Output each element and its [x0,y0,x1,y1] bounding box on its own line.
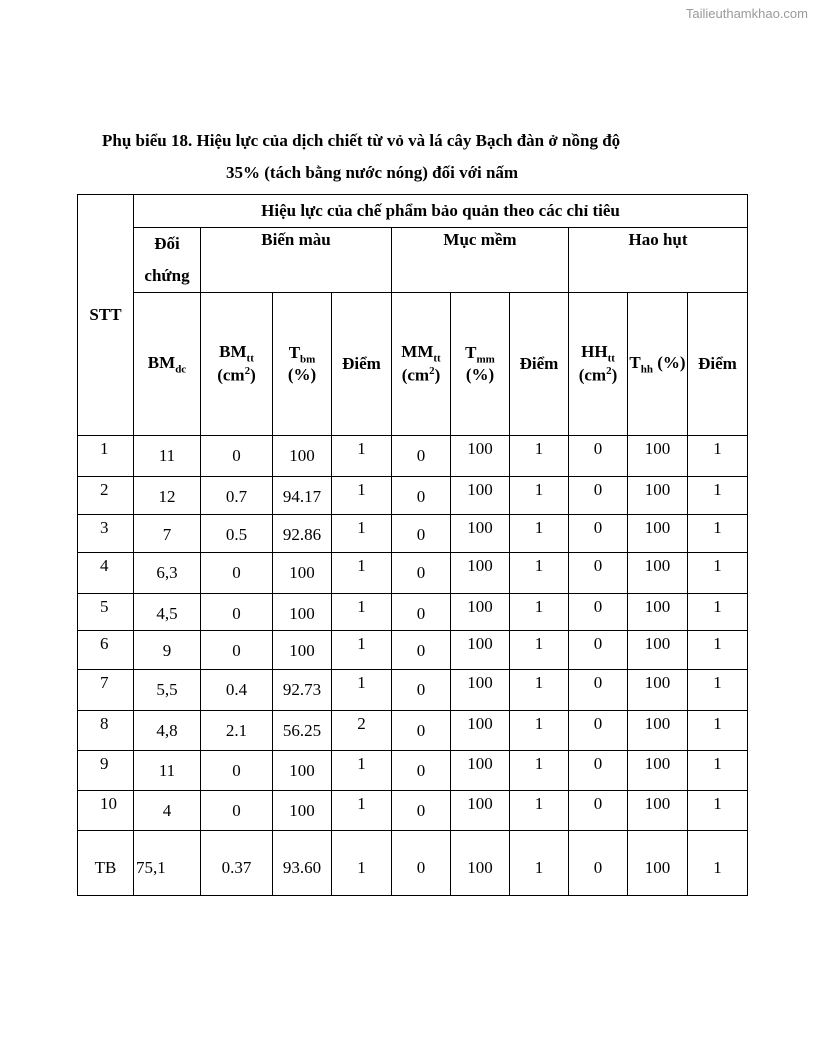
table-cell: 1 [688,670,748,711]
table-cell: 100 [451,711,510,751]
table-row [78,711,748,751]
table-cell: 0 [392,594,451,631]
table-cell: 100 [451,631,510,670]
table-cell: 0 [201,436,273,477]
table-cell: 0 [569,751,628,791]
table-cell: 100 [628,670,688,711]
table-cell: 1 [332,436,392,477]
table-cell: 1 [688,477,748,515]
table-cell: 0.4 [201,670,273,711]
table-cell: 1 [332,515,392,553]
header-diem-bm: Điểm [332,293,392,436]
table-cell: 0 [392,477,451,515]
table-cell: 92.73 [273,670,332,711]
table-row [78,670,748,711]
table-cell: 2.1 [201,711,273,751]
table-row [78,436,748,477]
table-cell: 12 [134,477,201,515]
table-cell: 100 [628,751,688,791]
table-cell: 4 [134,791,201,831]
table-cell: 1 [688,515,748,553]
average-label: TB [78,831,134,896]
row-number: 6 [78,631,134,670]
table-cell: 1 [510,436,569,477]
table-cell: 1 [332,477,392,515]
table-cell: 1 [688,631,748,670]
table-cell: 1 [688,791,748,831]
table-cell: 9 [134,631,201,670]
header-t-hh: $T_{hh}$ (%) [628,293,688,436]
table-row-average [78,831,748,896]
table-cell: 0.5 [201,515,273,553]
average-cell: 100 [628,831,688,896]
table-cell: 56.25 [273,711,332,751]
row-number: 4 [78,553,134,594]
table-cell: 0 [569,477,628,515]
header-hao-hut: Hao hụt [569,228,748,293]
table-cell: 100 [628,553,688,594]
row-number: 8 [78,711,134,751]
table-cell: 100 [273,594,332,631]
table-cell: 100 [451,751,510,791]
table-row [78,477,748,515]
header-bm-tt: $BM_{tt}$ $(cm^2)$ [201,293,273,436]
header-doi-chung: Đối chứng [134,228,201,293]
page-title: Phụ biểu 18. Hiệu lực của dịch chiết từ vỏ và lá cây Bạch đàn ở nồng độ [102,131,621,150]
average-cell: 0 [569,831,628,896]
header-t-mm: $T_{mm}$ (%) [451,293,510,436]
table-cell: 11 [134,436,201,477]
table-cell: 1 [688,553,748,594]
table-cell: 1 [510,670,569,711]
table-cell: 100 [628,477,688,515]
average-cell: 1 [510,831,569,896]
table-cell: 100 [628,515,688,553]
table-cell: 1 [510,791,569,831]
table-cell: 2 [332,711,392,751]
table-cell: 1 [332,631,392,670]
table-cell: 0 [569,631,628,670]
header-group: Hiệu lực của chế phẩm bảo quản theo các chỉ tiêu [134,195,748,228]
header-bm-dc: $BM_{dc}$ [134,293,201,436]
table-cell: 0 [569,553,628,594]
average-cell: 1 [688,831,748,896]
table-cell: 100 [451,553,510,594]
table-cell: 0 [392,670,451,711]
page-subtitle: 35% (tách bằng nước nóng) đối với nấm [226,163,519,182]
table-cell: 1 [688,594,748,631]
table-cell: 1 [510,711,569,751]
table-cell: 1 [510,477,569,515]
table-cell: 0 [392,791,451,831]
table-cell: 7 [134,515,201,553]
table-cell: 100 [273,631,332,670]
table-cell: 5,5 [134,670,201,711]
header-diem-mm: Điểm [510,293,569,436]
header-t-bm: $T_{bm}$ (%) [273,293,332,436]
table-cell: 1 [510,631,569,670]
table-row [78,751,748,791]
header-stt: STT [78,195,134,436]
table-cell: 100 [451,670,510,711]
table-cell: 1 [332,751,392,791]
table-cell: 100 [273,553,332,594]
table-cell: 0 [201,751,273,791]
row-number: 9 [78,751,134,791]
table-cell: 0 [392,631,451,670]
table-cell: 1 [510,594,569,631]
header-muc-mem: Mục mềm [392,228,569,293]
table-cell: 100 [451,477,510,515]
table-row [78,515,748,553]
table-cell: 100 [628,711,688,751]
table-cell: 6,3 [134,553,201,594]
table-cell: 0 [569,791,628,831]
table-cell: 1 [688,436,748,477]
table-cell: 1 [510,751,569,791]
table-cell: 1 [332,553,392,594]
row-number: 2 [78,477,134,515]
table-cell: 0 [569,670,628,711]
table-cell: 0 [201,553,273,594]
row-number: 3 [78,515,134,553]
table-row [78,631,748,670]
data-table [77,194,748,896]
table-cell: 0 [201,594,273,631]
header-hh-tt: $HH_{tt}$ $(cm^2)$ [569,293,628,436]
table-cell: 1 [688,751,748,791]
table-cell: 100 [628,594,688,631]
watermark: Tailieuthamkhao.com [685,6,808,21]
table-row [78,594,748,631]
table-cell: 0 [569,515,628,553]
average-cell: 1 [332,831,392,896]
table-cell: 0 [392,515,451,553]
table-cell: 0 [201,631,273,670]
row-number: 1 [78,436,134,477]
table-cell: 4,5 [134,594,201,631]
average-cell: 93.60 [273,831,332,896]
table-cell: 1 [510,515,569,553]
table-cell: 11 [134,751,201,791]
row-number: 5 [78,594,134,631]
table-cell: 1 [332,791,392,831]
table-cell: 100 [628,436,688,477]
table-cell: 1 [332,594,392,631]
table-cell: 0 [392,751,451,791]
table-cell: 100 [451,594,510,631]
table-row [78,791,748,831]
table-cell: 0.7 [201,477,273,515]
row-number: 10 [78,791,134,831]
table-row [78,553,748,594]
average-cell: 0.37 [201,831,273,896]
header-bien-mau: Biến màu [201,228,392,293]
average-cell: 100 [451,831,510,896]
table-cell: 100 [451,515,510,553]
table-cell: 0 [201,791,273,831]
table-cell: 100 [273,751,332,791]
table-cell: 100 [628,631,688,670]
header-mm-tt: $MM_{tt}$ $(cm^2)$ [392,293,451,436]
average-cell: 0 [392,831,451,896]
table-cell: 1 [688,711,748,751]
table-cell: 92.86 [273,515,332,553]
table-cell: 0 [569,711,628,751]
table-cell: 0 [392,553,451,594]
header-diem-hh: Điểm [688,293,748,436]
table-cell: 100 [451,436,510,477]
table-cell: 100 [273,791,332,831]
table-cell: 0 [392,436,451,477]
table-cell: 4,8 [134,711,201,751]
table-cell: 1 [510,553,569,594]
table-cell: 100 [451,791,510,831]
table-cell: 94.17 [273,477,332,515]
row-number: 7 [78,670,134,711]
table-cell: 0 [392,711,451,751]
table-cell: 0 [569,436,628,477]
average-cell: 75,1 [134,831,201,896]
table-cell: 1 [332,670,392,711]
table-cell: 0 [569,594,628,631]
table-cell: 100 [273,436,332,477]
table-cell: 100 [628,791,688,831]
